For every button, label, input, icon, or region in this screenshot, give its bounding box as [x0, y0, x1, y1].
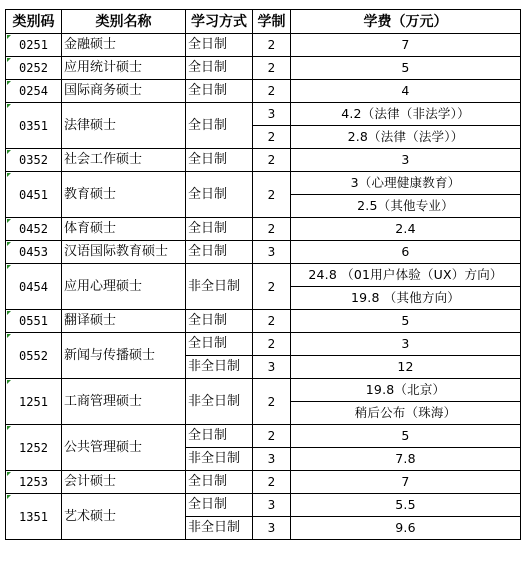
cell-code: 0254: [6, 80, 62, 103]
cell-corner-marker: [7, 495, 11, 499]
cell-fee: 3: [291, 149, 521, 172]
cell-corner-marker: [7, 265, 11, 269]
table-row: [6, 333, 521, 356]
cell-years: 2: [253, 310, 291, 333]
cell-name: 金融硕士: [62, 34, 186, 57]
cell-corner-marker: [7, 173, 11, 177]
cell-years: 2: [253, 333, 291, 356]
cell-corner-marker: [7, 311, 11, 315]
cell-code: 0451: [6, 172, 62, 218]
cell-years: 2: [253, 80, 291, 103]
tuition-table: [5, 9, 521, 540]
cell-fee: 6: [291, 241, 521, 264]
cell-name: 国际商务硕士: [62, 80, 186, 103]
cell-fee: 19.8（北京）: [291, 379, 521, 402]
header-name: 类别名称: [62, 10, 186, 34]
cell-fee: 3: [291, 333, 521, 356]
cell-fee: 4.2（法律（非法学））: [291, 103, 521, 126]
cell-name: 工商管理硕士: [62, 379, 186, 425]
cell-fee: 稍后公布（珠海）: [291, 402, 521, 425]
table-row: [6, 218, 521, 241]
table-row: [6, 57, 521, 80]
cell-mode: 非全日制: [186, 448, 253, 471]
cell-name: 公共管理硕士: [62, 425, 186, 471]
cell-code: 0351: [6, 103, 62, 149]
cell-mode: 全日制: [186, 241, 253, 264]
cell-corner-marker: [7, 472, 11, 476]
cell-name: 翻译硕士: [62, 310, 186, 333]
cell-corner-marker: [7, 219, 11, 223]
table-row: [6, 379, 521, 402]
cell-years: 3: [253, 448, 291, 471]
cell-name: 社会工作硕士: [62, 149, 186, 172]
cell-mode: 非全日制: [186, 517, 253, 540]
cell-code: 0252: [6, 57, 62, 80]
table-row: [6, 310, 521, 333]
cell-mode: 全日制: [186, 34, 253, 57]
cell-corner-marker: [7, 104, 11, 108]
cell-corner-marker: [7, 58, 11, 62]
cell-name: 法律硕士: [62, 103, 186, 149]
table-row: [6, 34, 521, 57]
cell-name: 教育硕士: [62, 172, 186, 218]
cell-code: 1351: [6, 494, 62, 540]
cell-name: 应用心理硕士: [62, 264, 186, 310]
cell-mode: 全日制: [186, 172, 253, 218]
cell-fee: 7.8: [291, 448, 521, 471]
table-row: [6, 172, 521, 195]
cell-mode: 全日制: [186, 310, 253, 333]
cell-fee: 5: [291, 425, 521, 448]
cell-code: 0452: [6, 218, 62, 241]
cell-corner-marker: [7, 150, 11, 154]
cell-name: 体育硕士: [62, 218, 186, 241]
cell-mode: 全日制: [186, 494, 253, 517]
cell-fee: 2.8（法律（法学））: [291, 126, 521, 149]
cell-fee: 9.6: [291, 517, 521, 540]
cell-code: 0551: [6, 310, 62, 333]
cell-mode: 非全日制: [186, 379, 253, 425]
cell-years: 2: [253, 34, 291, 57]
cell-years: 3: [253, 494, 291, 517]
cell-years: 2: [253, 126, 291, 149]
header-row: [6, 10, 521, 34]
cell-name: 应用统计硕士: [62, 57, 186, 80]
cell-fee: 5.5: [291, 494, 521, 517]
cell-code: 0552: [6, 333, 62, 379]
cell-fee: 2.5（其他专业）: [291, 195, 521, 218]
cell-years: 2: [253, 471, 291, 494]
table-row: [6, 241, 521, 264]
table-row: [6, 494, 521, 517]
cell-code: 1253: [6, 471, 62, 494]
cell-years: 2: [253, 149, 291, 172]
cell-years: 2: [253, 264, 291, 310]
cell-mode: 非全日制: [186, 356, 253, 379]
cell-code: 0453: [6, 241, 62, 264]
cell-fee: 7: [291, 34, 521, 57]
table-row: [6, 103, 521, 126]
cell-corner-marker: [7, 334, 11, 338]
cell-years: 2: [253, 172, 291, 218]
cell-name: 会计硕士: [62, 471, 186, 494]
cell-years: 2: [253, 57, 291, 80]
cell-mode: 全日制: [186, 471, 253, 494]
cell-name: 艺术硕士: [62, 494, 186, 540]
cell-code: 0454: [6, 264, 62, 310]
cell-years: 3: [253, 356, 291, 379]
table-row: [6, 149, 521, 172]
header-mode: 学习方式: [186, 10, 253, 34]
cell-corner-marker: [7, 242, 11, 246]
table-row: [6, 425, 521, 448]
cell-mode: 全日制: [186, 103, 253, 149]
cell-mode: 非全日制: [186, 264, 253, 310]
cell-fee: 5: [291, 310, 521, 333]
cell-years: 2: [253, 425, 291, 448]
cell-corner-marker: [7, 81, 11, 85]
cell-fee: 2.4: [291, 218, 521, 241]
cell-corner-marker: [7, 380, 11, 384]
cell-code: 0352: [6, 149, 62, 172]
cell-name: 汉语国际教育硕士: [62, 241, 186, 264]
cell-fee: 7: [291, 471, 521, 494]
cell-years: 2: [253, 218, 291, 241]
cell-fee: 24.8 （01用户体验（UX）方向）: [291, 264, 521, 287]
cell-corner-marker: [7, 426, 11, 430]
header-fee: 学费（万元）: [291, 10, 521, 34]
cell-fee: 5: [291, 57, 521, 80]
cell-fee: 12: [291, 356, 521, 379]
cell-code: 0251: [6, 34, 62, 57]
cell-corner-marker: [7, 35, 11, 39]
cell-code: 1251: [6, 379, 62, 425]
cell-mode: 全日制: [186, 149, 253, 172]
cell-code: 1252: [6, 425, 62, 471]
header-code: 类别码: [6, 10, 62, 34]
cell-years: 2: [253, 379, 291, 425]
cell-years: 3: [253, 103, 291, 126]
cell-fee: 3（心理健康教育）: [291, 172, 521, 195]
cell-mode: 全日制: [186, 333, 253, 356]
cell-fee: 19.8 （其他方向）: [291, 287, 521, 310]
table-row: [6, 80, 521, 103]
cell-mode: 全日制: [186, 218, 253, 241]
header-years: 学制: [253, 10, 291, 34]
table-row: [6, 264, 521, 287]
cell-name: 新闻与传播硕士: [62, 333, 186, 379]
cell-mode: 全日制: [186, 425, 253, 448]
table-row: [6, 471, 521, 494]
cell-fee: 4: [291, 80, 521, 103]
cell-mode: 全日制: [186, 80, 253, 103]
cell-mode: 全日制: [186, 57, 253, 80]
cell-years: 3: [253, 241, 291, 264]
cell-years: 3: [253, 517, 291, 540]
